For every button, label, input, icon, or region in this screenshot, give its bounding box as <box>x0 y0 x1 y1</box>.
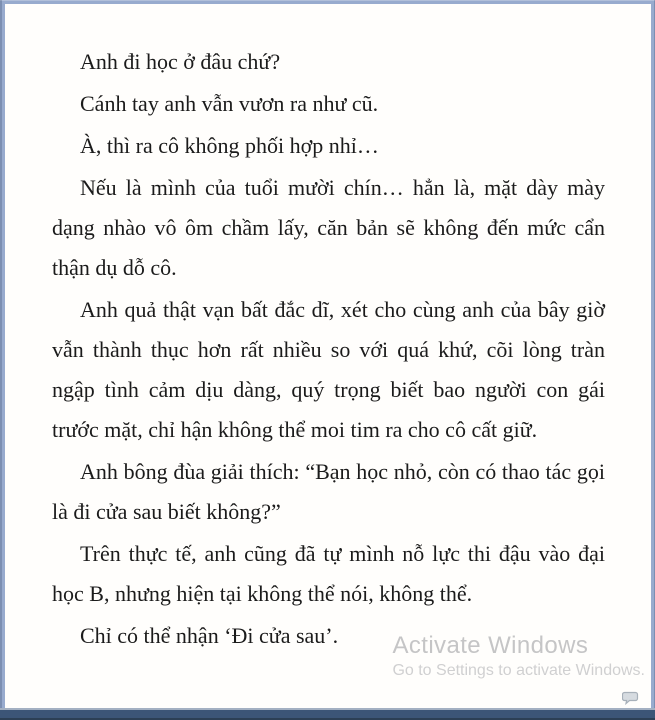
document-text <box>52 42 605 658</box>
watermark-title: Activate Windows <box>392 632 589 659</box>
paragraph: Anh bông đùa giải thích: “Bạn học nhỏ, còn có thao tác gọi là đi cửa sau biết không?” <box>52 459 605 524</box>
frame-bottom-bar <box>0 708 655 720</box>
paragraph: Nếu là mình của tuổi mười chín… hẳn là, mặt dày mày dạng nhào vô ôm chầm lấy, căn bản sẽ không đến mức cẩn thận dụ dỗ cô. <box>52 175 605 280</box>
paragraph: Chỉ có thể nhận ‘Đi cửa sau’. <box>80 623 339 648</box>
document-page <box>5 4 651 708</box>
paragraph: Anh quả thật vạn bất đắc dĩ, xét cho cùng anh của bây giờ vẫn thành thục hơn rất nhiều so với quá khứ, cõi lòng tràn ngập tình cảm dịu dàng, quý trọng biết bao người con gái trước mặt, chỉ hận không thể moi tim ra cho cô cất giữ. <box>52 297 605 442</box>
paragraph: À, thì ra cô không phối hợp nhỉ… <box>80 133 379 158</box>
paragraph: Cánh tay anh vẫn vươn ra như cũ. <box>80 91 379 116</box>
paragraph: Anh đi học ở đâu chứ? <box>80 49 281 74</box>
watermark-subtitle: Go to Settings to activate Windows. <box>392 662 645 679</box>
comment-bubble-icon <box>622 691 639 705</box>
paragraph: Trên thực tế, anh cũng đã tự mình nỗ lực thi đậu vào đại học B, nhưng hiện tại không thể nói, không thể. <box>52 541 605 606</box>
